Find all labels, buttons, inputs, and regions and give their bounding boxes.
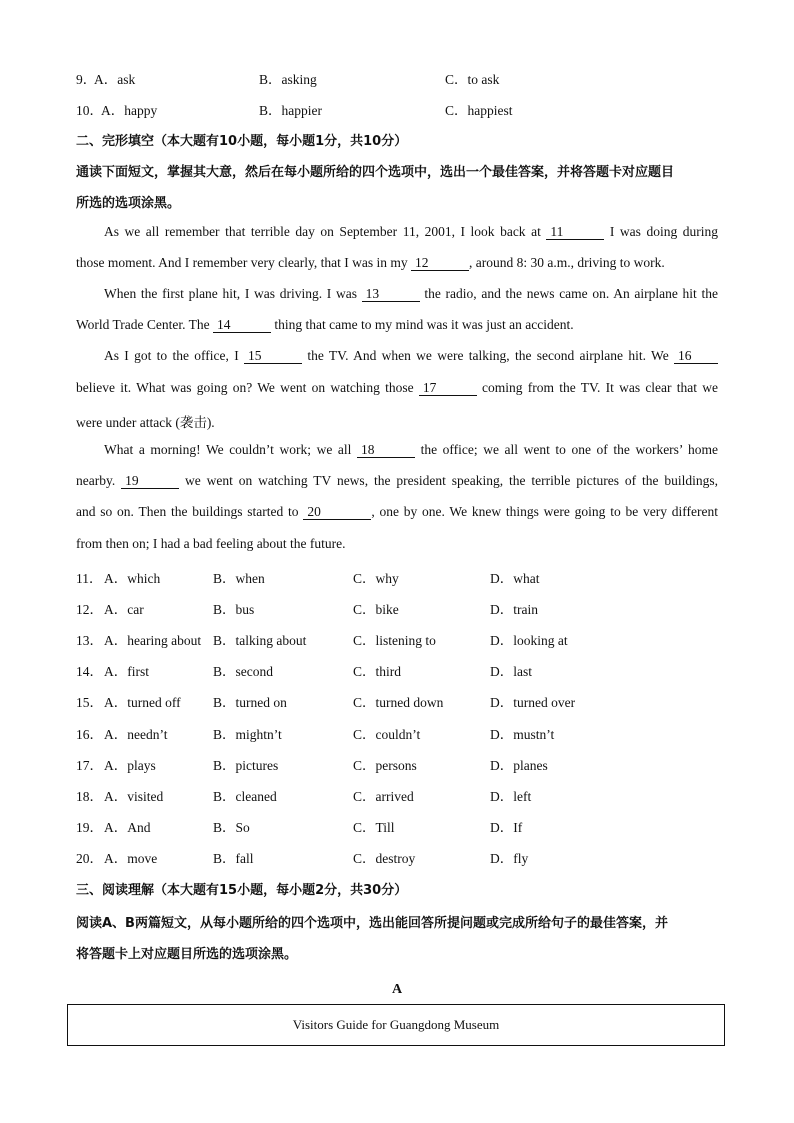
blank-20: 20 <box>303 505 371 520</box>
option-row-number: 14． <box>76 664 103 680</box>
passage-line: When the first plane hit, I was driving. I was 13 the radio, and the news came on. An airplane hit the <box>104 286 718 301</box>
passage-line: those moment. And I remember very clearly, that I was in my 12 , around 8: 30 a.m., driving to work. <box>76 255 665 270</box>
option-d: D．If <box>490 819 523 835</box>
option-c: C．destroy <box>353 850 416 866</box>
blank-12: 12 <box>411 256 469 271</box>
option-b: B．mightn’t <box>213 726 282 742</box>
option-a: A．turned off <box>104 695 181 711</box>
option-c: C．Till <box>353 819 395 835</box>
cloze-instructions-1: 通读下面短文，掌握其大意，然后在每小题所给的四个选项中，选出一个最佳答案，并将答题卡对应题目 <box>76 165 675 180</box>
blank-16: 16 <box>674 349 718 364</box>
option-b: B．talking about <box>213 633 307 649</box>
option-b: B．pictures <box>213 757 279 773</box>
option-a: A．And <box>104 819 151 835</box>
option-a: A．hearing about <box>104 633 202 649</box>
option-c: C．listening to <box>353 633 436 649</box>
option-b: B．So <box>213 819 250 835</box>
option-row-number: 19． <box>76 819 103 835</box>
section-letter-a: A <box>391 982 403 997</box>
blank-19: 19 <box>121 474 179 489</box>
option-c: C．bike <box>353 602 399 618</box>
option-c: C．persons <box>353 757 417 773</box>
blank-13: 13 <box>362 287 420 302</box>
option-a: A．needn’t <box>104 726 168 742</box>
reading-heading: 三、阅读理解（本大题有15小题，每小题2分，共30分） <box>76 883 408 898</box>
option-b: B．second <box>213 664 273 680</box>
option-row-number: 15． <box>76 695 103 711</box>
q10-option-b: B．happier <box>259 103 322 118</box>
q10-option-c: C．happiest <box>445 103 513 118</box>
passage-line: As I got to the office, I 15 the TV. And when we were talking, the second airplane hit. We 16 <box>104 348 718 364</box>
visitors-guide-title: Visitors Guide for Guangdong Museum <box>292 1017 500 1032</box>
passage-line: believe it. What was going on? We went on watching those 17 coming from the TV. It was clear that we <box>76 380 718 395</box>
option-a: A．plays <box>104 757 156 773</box>
option-c: C．third <box>353 664 402 680</box>
q10-option-a: A．happy <box>101 103 158 118</box>
option-d: D．left <box>490 788 532 804</box>
option-d: D．train <box>490 602 538 618</box>
option-row-number: 17． <box>76 757 103 773</box>
q9-option-b: B．asking <box>259 72 317 87</box>
option-row-number: 11． <box>76 571 103 586</box>
passage-line: nearby. 19 we went on watching TV news, the president speaking, the terrible pictures of the buildings, <box>76 473 718 488</box>
q9-number: 9． <box>76 72 97 87</box>
option-a: A．move <box>104 850 158 866</box>
option-d: D．what <box>490 571 540 586</box>
option-row-number: 18． <box>76 788 103 804</box>
cloze-heading: 二、完形填空（本大题有10小题，每小题1分，共10分） <box>76 134 408 149</box>
option-c: C．why <box>353 571 399 586</box>
option-a: A．which <box>104 571 161 586</box>
passage-line: were under attack (袭击). <box>76 415 215 430</box>
option-a: A．visited <box>104 788 164 804</box>
option-row-number: 16． <box>76 726 103 742</box>
q9-option-a: A．ask <box>94 72 136 87</box>
passage-line: As we all remember that terrible day on September 11, 2001, I look back at 11 I was doing during <box>104 224 718 239</box>
reading-instructions-2: 将答题卡上对应题目所选的选项涂黑。 <box>76 947 298 962</box>
option-row-number: 13． <box>76 633 103 649</box>
option-c: C．arrived <box>353 788 414 804</box>
option-b: B．fall <box>213 850 254 866</box>
option-d: D．last <box>490 664 532 680</box>
visitors-guide-box <box>67 1004 725 1046</box>
option-b: B．turned on <box>213 695 287 711</box>
option-a: A．first <box>104 664 149 680</box>
passage-line: and so on. Then the buildings started to 20 , one by one. We knew things were going to be very different <box>76 504 718 519</box>
blank-11: 11 <box>546 225 604 240</box>
option-d: D．fly <box>490 850 529 866</box>
passage-line: from then on; I had a bad feeling about the future. <box>76 536 346 551</box>
q9-option-c: C．to ask <box>445 72 500 87</box>
reading-instructions-1: 阅读A、B两篇短文，从每小题所给的四个选项中，选出能回答所提问题或完成所给句子的最佳答案，并 <box>76 916 668 931</box>
option-row-number: 12． <box>76 602 103 618</box>
passage-line: What a morning! We couldn’t work; we all 18 the office; we all went to one of the workers’ home <box>104 442 718 457</box>
blank-17: 17 <box>419 381 477 396</box>
q10-number: 10． <box>76 103 103 118</box>
option-c: C．couldn’t <box>353 726 421 742</box>
option-d: D．looking at <box>490 633 568 649</box>
cloze-instructions-2: 所选的选项涂黑。 <box>76 196 181 211</box>
option-a: A．car <box>104 602 144 618</box>
option-b: B．when <box>213 571 265 586</box>
option-d: D．mustn’t <box>490 726 555 742</box>
option-b: B．bus <box>213 602 255 618</box>
option-row-number: 20． <box>76 850 103 866</box>
option-d: D．planes <box>490 757 548 773</box>
blank-14: 14 <box>213 318 271 333</box>
option-c: C．turned down <box>353 695 444 711</box>
option-b: B．cleaned <box>213 788 277 804</box>
blank-15: 15 <box>244 349 302 364</box>
blank-18: 18 <box>357 443 415 458</box>
passage-line: World Trade Center. The 14 thing that came to my mind was it was just an accident. <box>76 317 574 332</box>
option-d: D．turned over <box>490 695 576 711</box>
